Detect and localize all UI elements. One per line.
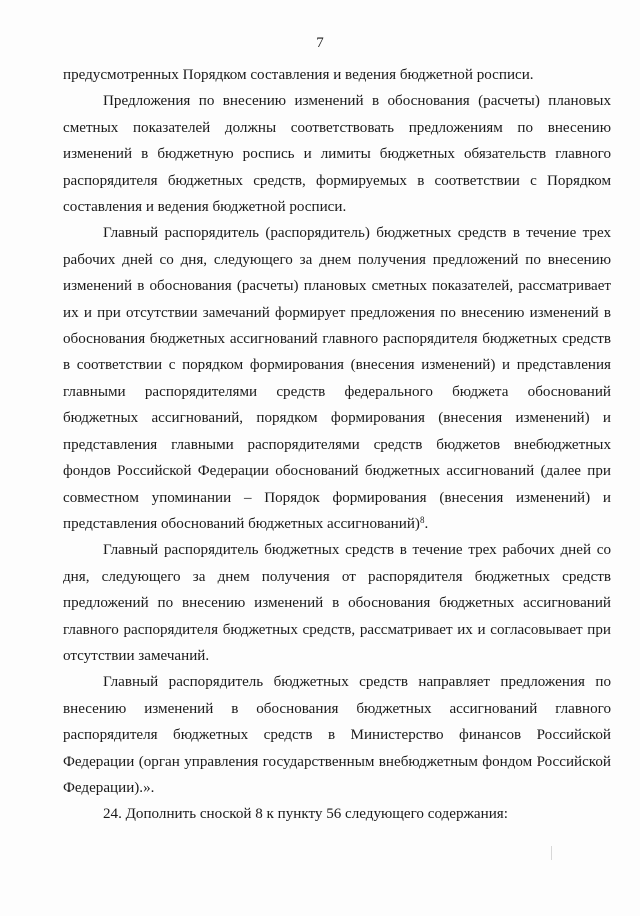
document-body bbox=[63, 62, 611, 828]
scan-artifact bbox=[551, 846, 552, 860]
paragraph-approval-procedure: Главный распорядитель бюджетных средств в течение трех рабочих дней со дня, следующего за днем получения от распорядителя бюджетных средств предложений по внесению изменений в обоснования бюджетных ассигнований главного распорядителя бюджетных средств, рассматривает их и согласовывает при отсутствии замечаний. bbox=[63, 542, 611, 664]
paragraph-text: Главный распорядитель (распорядитель) бюджетных средств в течение трех рабочих дней со дня, следующего за днем получения предложений по внесению изменений в обоснования (расчеты) плановых сметных показателей, рассматривает их и при отсутствии замечаний формирует предложения по внесению изменений в обоснования бюджетных ассигнований главного распорядителя бюджетных средств в соответствии с порядком формирования (внесения изменений) и представления главными распорядителями средств федерального бюджета обоснований бюджетных ассигнований, порядком формирования (внесения изменений) и представления главными распорядителями средств бюджетов внебюджетных фондов Российской Федерации обоснований бюджетных ассигнований (далее при совместном упоминании – Порядок формирования (внесения изменений) и представления обоснований бюджетных ассигнований) bbox=[63, 225, 611, 532]
paragraph-chief-administrator-review bbox=[63, 220, 611, 537]
footnote-reference: 8 bbox=[419, 514, 425, 525]
paragraph-proposals-requirements: Предложения по внесению изменений в обоснования (расчеты) плановых сметных показателей должны соответствовать предложениям по внесению изменений в бюджетную роспись и лимиты бюджетных обязательств главного распорядителя бюджетных средств, формируемых в соответствии с Порядком составления и ведения бюджетной росписи. bbox=[63, 93, 611, 216]
paragraph-continuation: предусмотренных Порядком составления и ведения бюджетной росписи. bbox=[63, 67, 534, 83]
paragraph-end-punct: . bbox=[424, 515, 429, 532]
paragraph-submission-to-ministry: Главный распорядитель бюджетных средств направляет предложения по внесению изменений в обоснования бюджетных ассигнований главного распорядителя бюджетных средств в Министерство финансов Российской Федерации (орган управления государственным внебюджетным фондом Российской Федерации).». bbox=[63, 674, 611, 796]
amendment-item-24: 24. Дополнить сноской 8 к пункту 56 следующего содержания: bbox=[103, 806, 508, 823]
page-number: 7 bbox=[316, 35, 324, 51]
